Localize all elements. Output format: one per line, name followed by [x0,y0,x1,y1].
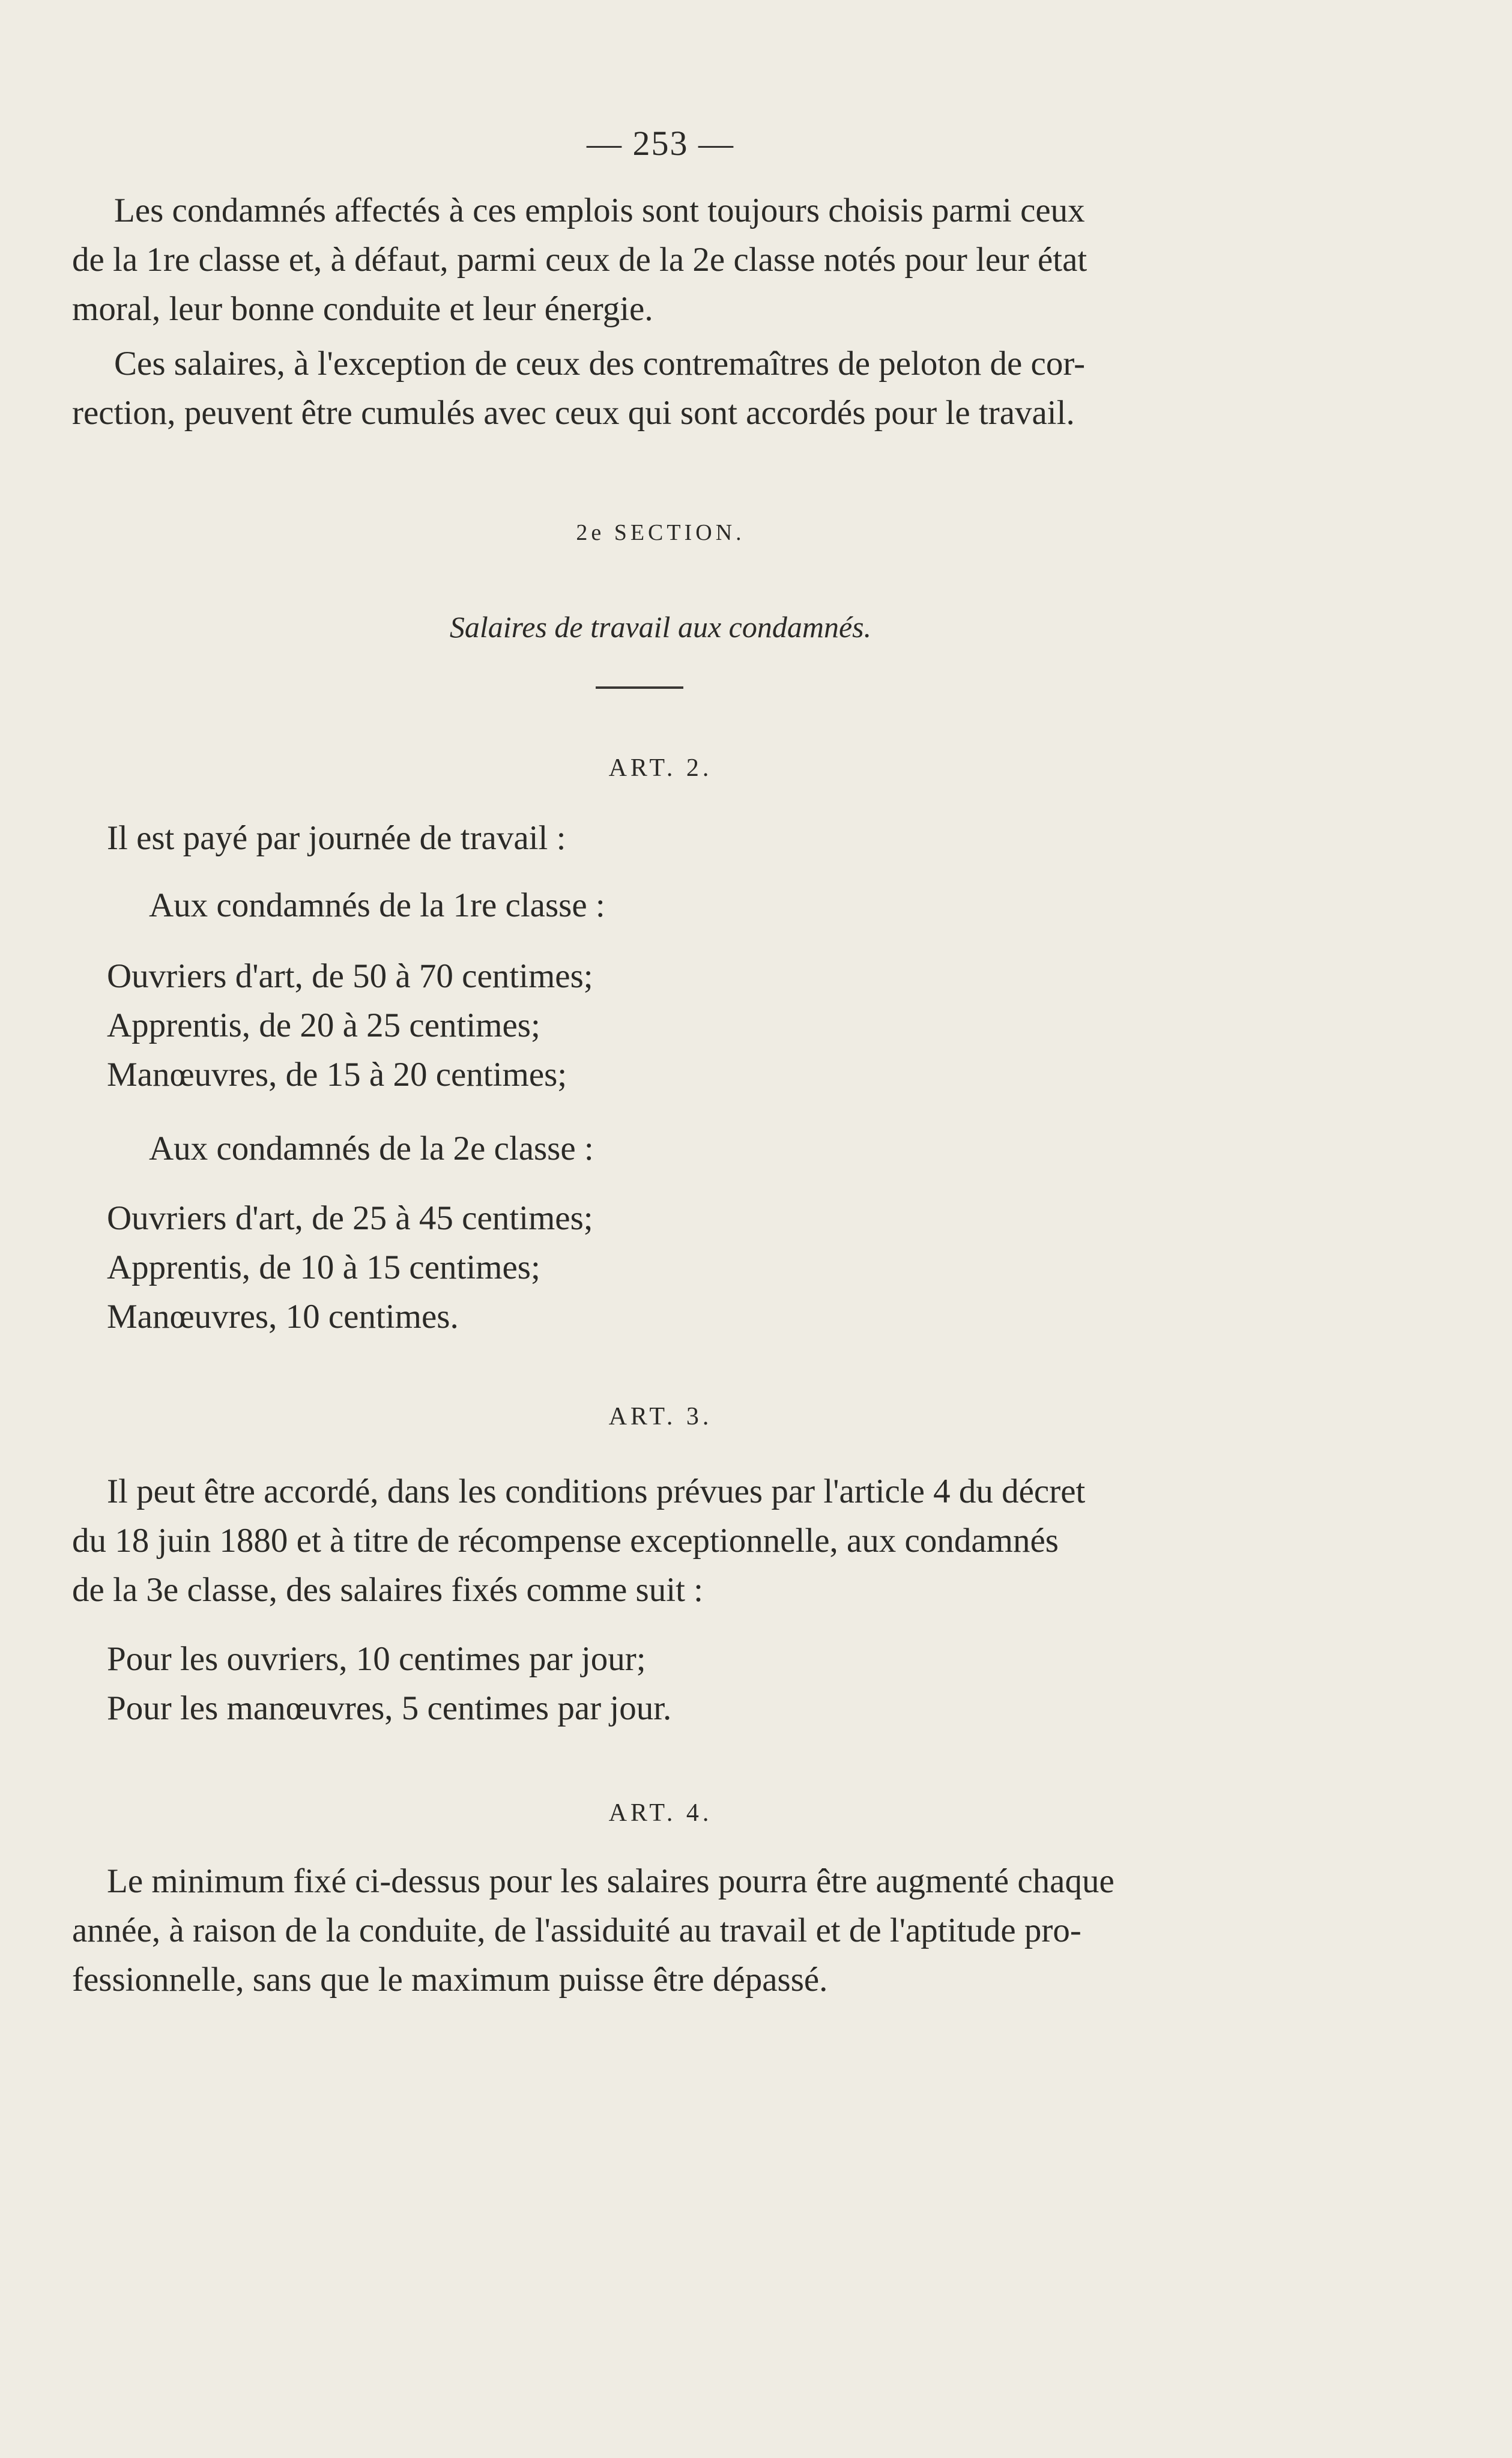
list-item: Ouvriers d'art, de 25 à 45 centimes; [107,1199,593,1237]
text-line: année, à raison de la conduite, de l'assiduité au travail et de l'aptitude pro- [72,1912,1081,1949]
text-line: Le minimum fixé ci-dessus pour les salaires pourra être augmenté chaque [107,1862,1114,1900]
text-line: de la 3e classe, des salaires fixés comme suit : [72,1571,703,1609]
list-item: Apprentis, de 20 à 25 centimes; [107,1007,540,1044]
text-line: fessionnelle, sans que le maximum puisse être dépassé. [72,1961,828,1999]
text-line: Les condamnés affectés à ces emplois sont toujours choisis parmi ceux [114,192,1085,229]
second-class-heading: Aux condamnés de la 2e classe : [149,1130,594,1167]
text-line: rection, peuvent être cumulés avec ceux qui sont accordés pour le travail. [72,394,1075,432]
intro-paragraph-1 [72,186,1219,334]
article-2-heading: ART. 2. [608,754,713,782]
text-line: moral, leur bonne conduite et leur énergie. [72,290,653,328]
first-class-heading: Aux condamnés de la 1re classe : [149,886,605,924]
section-divider [596,686,683,689]
article-4-heading: ART. 4. [608,1799,713,1827]
list-item: Manœuvres, 10 centimes. [107,1298,459,1336]
article-3-list [107,1635,671,1733]
list-item: Apprentis, de 10 à 15 centimes; [107,1249,540,1286]
article-4-paragraph [72,1857,1219,2005]
first-class-list [107,952,593,1100]
list-item: Pour les ouvriers, 10 centimes par jour; [107,1640,646,1678]
section-heading: 2e SECTION. [576,520,745,545]
article-3-heading: ART. 3. [608,1403,713,1430]
list-item: Pour les manœuvres, 5 centimes par jour. [107,1689,672,1727]
text-line: de la 1re classe et, à défaut, parmi ceux de la 2e classe notés pour leur état [72,241,1087,279]
text-line: Il peut être accordé, dans les conditions prévues par l'article 4 du décret [107,1473,1086,1510]
intro-paragraph-2 [72,339,1219,438]
article-2-intro: Il est payé par journée de travail : [107,819,566,857]
second-class-list [107,1194,593,1342]
page-number: — 253 — [587,124,734,163]
article-3-paragraph [72,1467,1219,1615]
text-line: Ces salaires, à l'exception de ceux des contremaîtres de peloton de cor- [114,345,1086,383]
text-line: du 18 juin 1880 et à titre de récompense exceptionnelle, aux condamnés [72,1522,1059,1560]
section-subtitle: Salaires de travail aux condamnés. [449,610,872,644]
list-item: Ouvriers d'art, de 50 à 70 centimes; [107,957,593,995]
list-item: Manœuvres, de 15 à 20 centimes; [107,1056,567,1094]
